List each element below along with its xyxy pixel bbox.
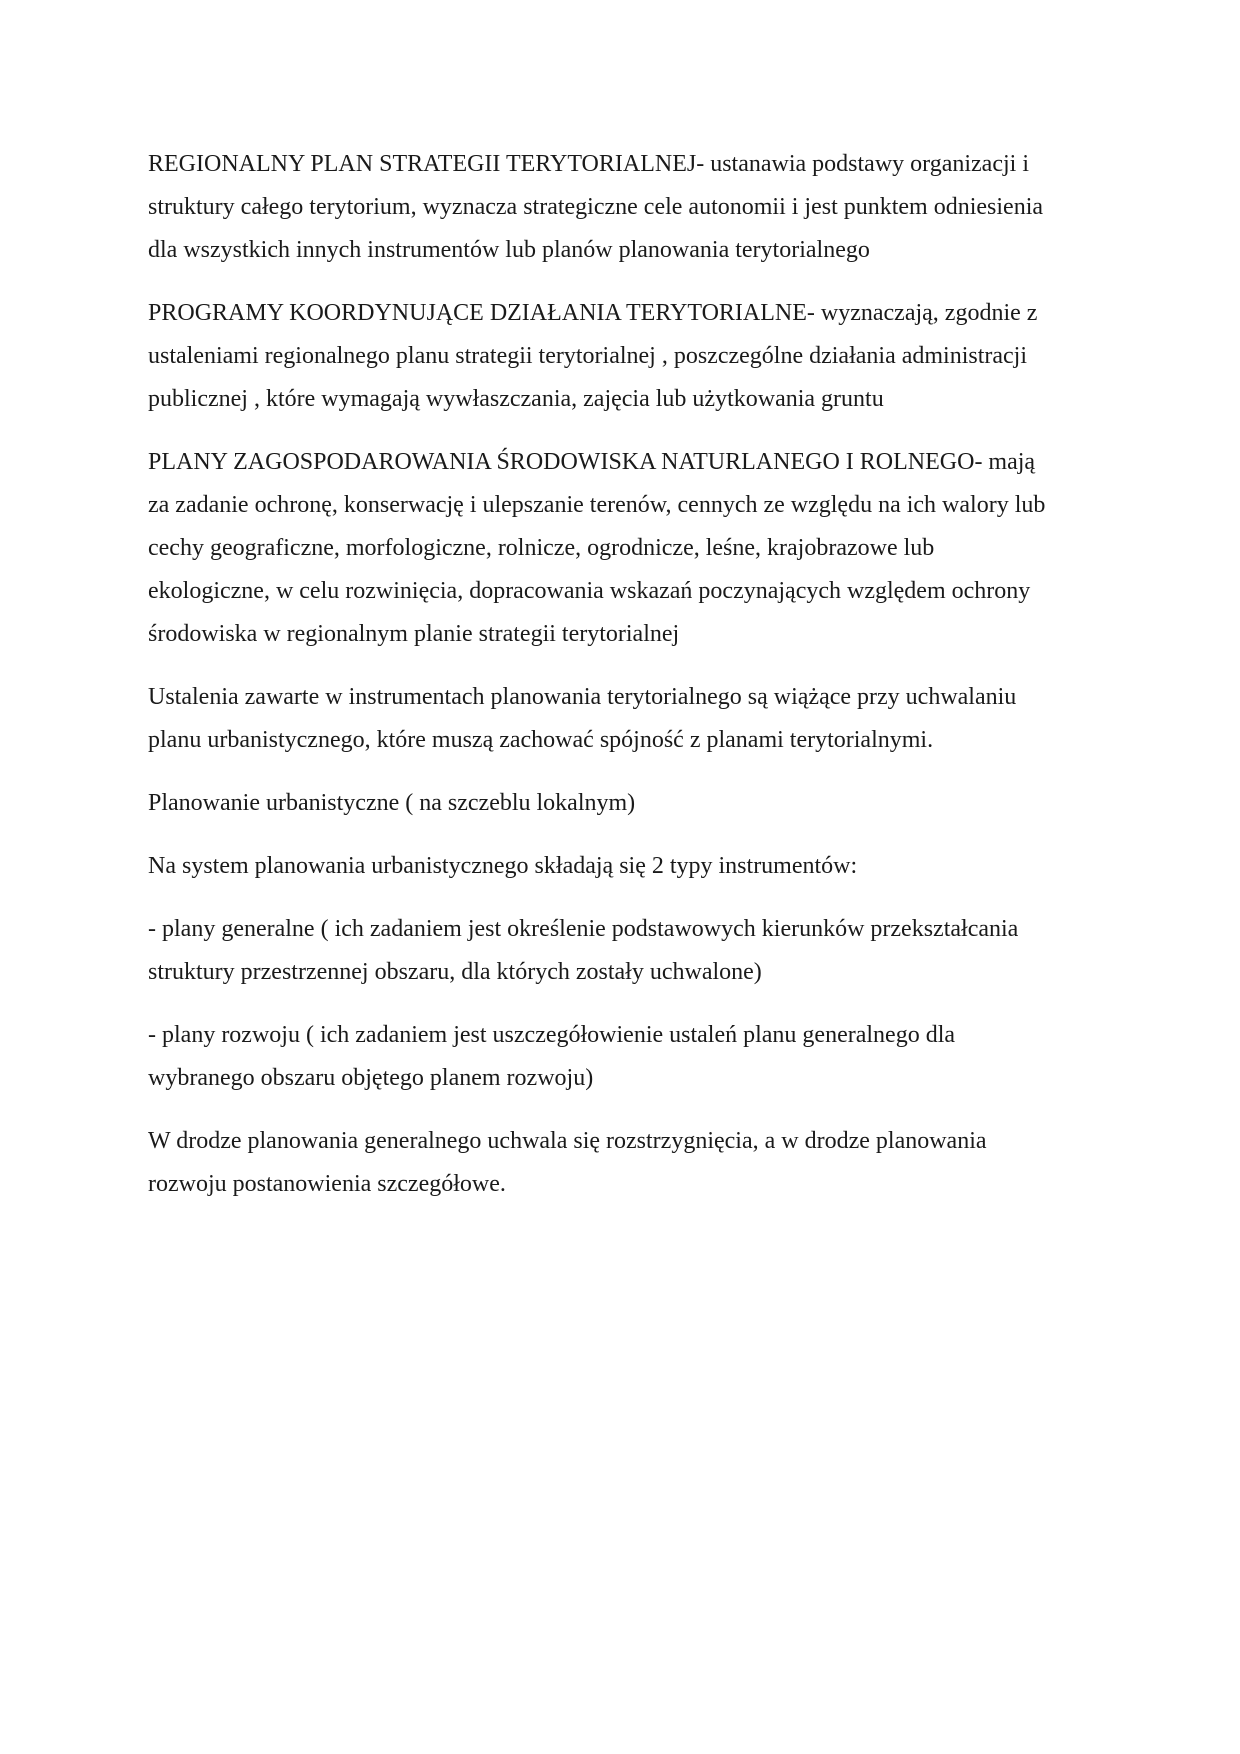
text-line: dla wszystkich innych instrumentów lub planów planowania terytorialnego: [148, 237, 870, 263]
text-line: Ustalenia zawarte w instrumentach planowania terytorialnego są wiążące przy uchwalaniu: [148, 684, 1017, 710]
text-line: wybranego obszaru objętego planem rozwoju): [148, 1065, 594, 1091]
text-line: rozwoju postanowienia szczegółowe.: [148, 1171, 506, 1197]
text-line: W drodze planowania generalnego uchwala się rozstrzygnięcia, a w drodze planowania: [148, 1128, 987, 1154]
text-line: Planowanie urbanistyczne ( na szczeblu lokalnym): [148, 790, 636, 816]
paragraph-binding-provisions: [148, 676, 1094, 762]
text-line: ustaleniami regionalnego planu strategii terytorialnej , poszczególne działania administracji: [148, 343, 1028, 369]
text-line: ekologiczne, w celu rozwinięcia, dopracowania wskazań poczynających względem ochrony: [148, 578, 1031, 604]
text-line: - plany rozwoju ( ich zadaniem jest uszczegółowienie ustaleń planu generalnego dla: [148, 1022, 956, 1048]
text-line: publicznej , które wymagają wywłaszczania, zajęcia lub użytkowania gruntu: [148, 386, 884, 412]
text-line: struktury przestrzennej obszaru, dla których zostały uchwalone): [148, 959, 762, 985]
document-body: [148, 143, 1094, 1226]
paragraph-coordination-programs: [148, 292, 1094, 421]
paragraph-environment-plans: [148, 441, 1094, 656]
text-line: cechy geograficzne, morfologiczne, rolnicze, ogrodnicze, leśne, krajobrazowe lub: [148, 535, 935, 561]
text-line: PROGRAMY KOORDYNUJĄCE DZIAŁANIA TERYTORIALNE- wyznaczają, zgodnie z: [148, 300, 1038, 326]
paragraph-development-plans: [148, 1014, 1094, 1100]
text-line: PLANY ZAGOSPODAROWANIA ŚRODOWISKA NATURLANEGO I ROLNEGO- mają: [148, 449, 1036, 475]
text-line: struktury całego terytorium, wyznacza strategiczne cele autonomii i jest punktem odniesienia: [148, 194, 1044, 220]
paragraph-urban-planning-heading: [148, 782, 1094, 825]
paragraph-general-plans: [148, 908, 1094, 994]
text-line: REGIONALNY PLAN STRATEGII TERYTORIALNEJ- ustanawia podstawy organizacji i: [148, 151, 1029, 177]
text-line: - plany generalne ( ich zadaniem jest określenie podstawowych kierunków przekształcania: [148, 916, 1019, 942]
paragraph-regional-plan: [148, 143, 1094, 272]
text-line: planu urbanistycznego, które muszą zachować spójność z planami terytorialnymi.: [148, 727, 934, 753]
text-line: za zadanie ochronę, konserwację i ulepszanie terenów, cennych ze względu na ich walory lub: [148, 492, 1046, 518]
paragraph-decisions: [148, 1120, 1094, 1206]
text-line: Na system planowania urbanistycznego składają się 2 typy instrumentów:: [148, 853, 858, 879]
paragraph-instrument-types: [148, 845, 1094, 888]
text-line: środowiska w regionalnym planie strategii terytorialnej: [148, 621, 680, 647]
